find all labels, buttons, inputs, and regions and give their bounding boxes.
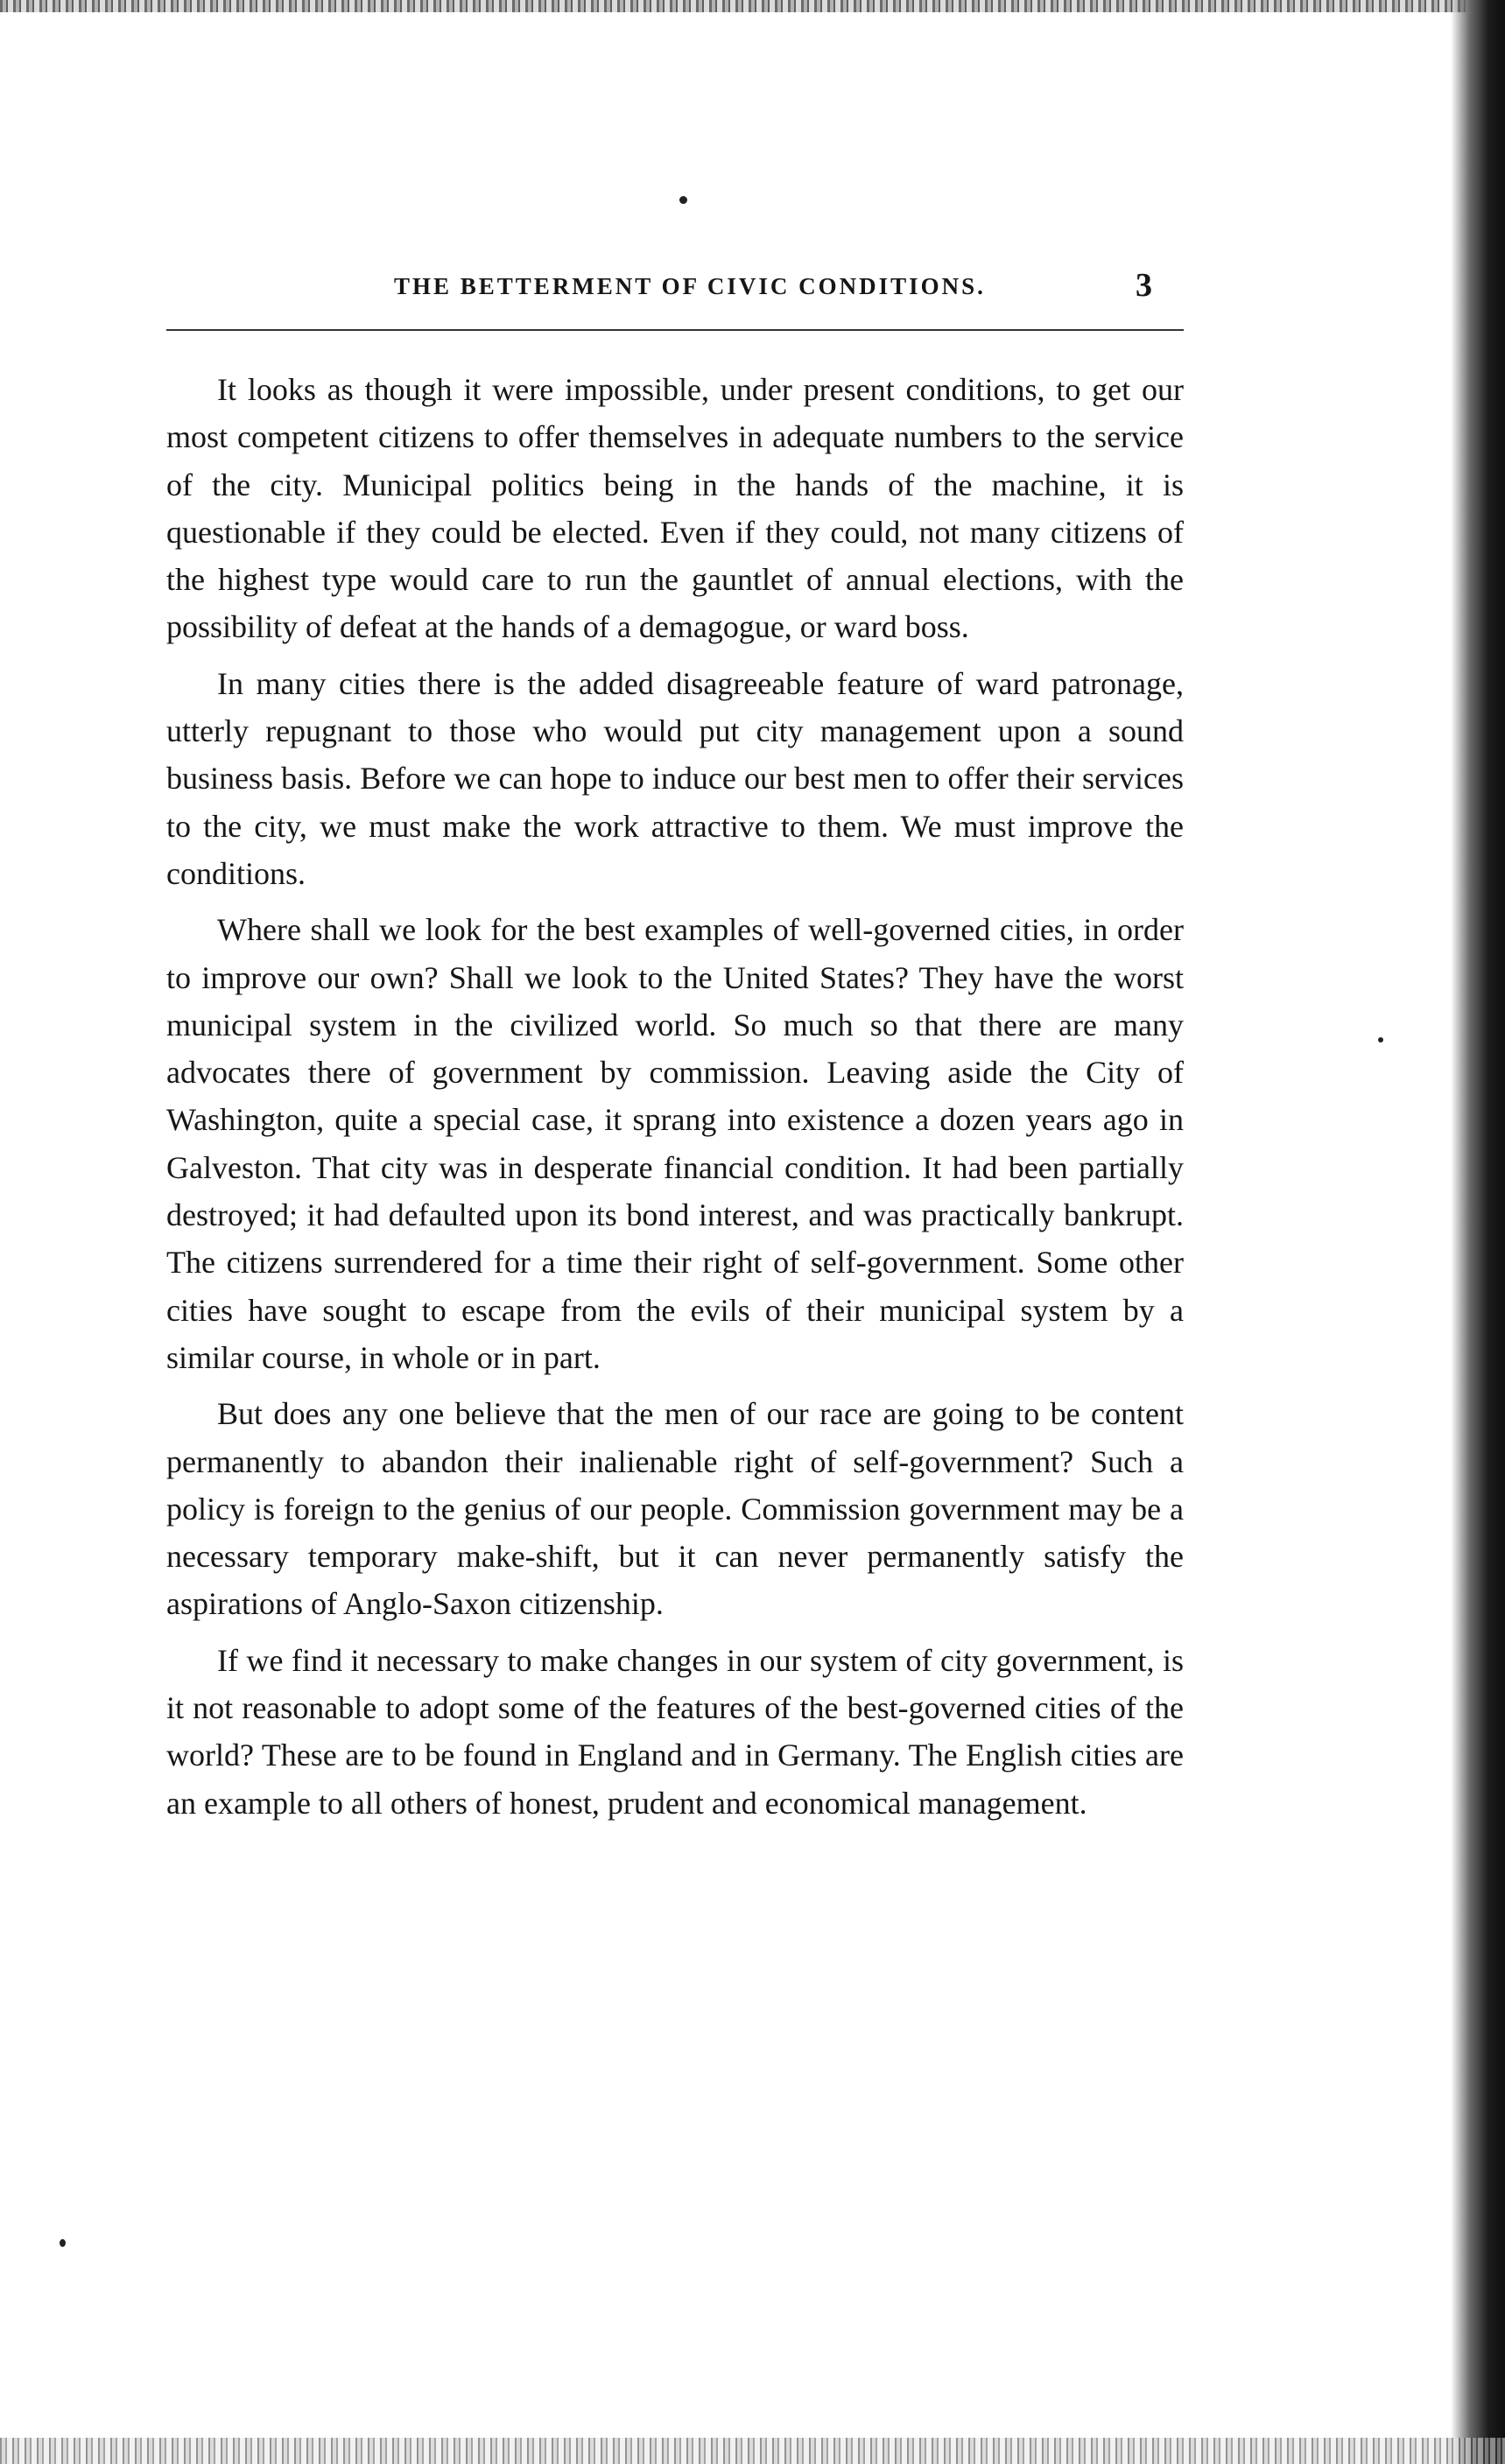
paragraph: In many cities there is the added disagreeable feature of ward patronage, utterly repugnant to those who would put city management upon a sound business basis. Before we can hope to induce our best men to offer their services to the city, we must make the work attractive to them. We must improve the conditions. xyxy=(166,665,1184,891)
scan-speck xyxy=(679,196,687,204)
paragraph: Where shall we look for the best examples of well-governed cities, in order to improve our own? Shall we look to the United States? They have the worst municipal system in the civilized world. So much so that there are many advocates there of government by commission. Leaving aside the City of Washington, quite a special case, it sprang into existence a dozen years ago in Galveston. That city was in desperate financial condition. It had been partially destroyed; it had defaulted upon its bond interest, and was practically bankrupt. The citizens surrendered for a time their right of self-government. Some other cities have sought to escape from the evils of their municipal system by a similar course, in whole or in part. xyxy=(166,912,1184,1375)
paragraph: It looks as though it were impossible, under present conditions, to get our most competent citizens to offer themselves in adequate numbers to the service of the city. Municipal politics being in the hands of the machine, it is questionable if they could be elected. Even if they could, not many citizens of the highest type would care to run the gauntlet of annual elections, with the possibility of defeat at the hands of a demagogue, or ward boss. xyxy=(166,372,1184,645)
paragraph: If we find it necessary to make changes in our system of city government, is it not reasonable to adopt some of the features of the best-governed cities of the world? These are to be found in England and in Germany. The English cities are an example to all others of honest, prudent and economical management. xyxy=(166,1642,1184,1821)
running-head xyxy=(166,263,1184,326)
body-text xyxy=(166,366,1184,1836)
scan-speck xyxy=(60,2239,66,2247)
book-page xyxy=(166,263,1184,1821)
scan-edge-top xyxy=(0,0,1505,12)
header-rule xyxy=(166,329,1184,331)
scan-edge-right xyxy=(1451,0,1505,2464)
page-number: 3 xyxy=(1136,267,1152,304)
running-title: THE BETTERMENT OF CIVIC CONDITIONS. xyxy=(394,273,986,299)
paragraph: But does any one believe that the men of our race are going to be content permanently to abandon their inalienable right of self-government? Such a policy is foreign to the genius of our people. Commission government may be a necessary temporary make-shift, but it can never permanently satisfy the aspirations of Anglo-Saxon citizenship. xyxy=(166,1396,1184,1622)
scan-edge-bottom xyxy=(0,2438,1505,2464)
scan-speck xyxy=(1378,1037,1383,1042)
